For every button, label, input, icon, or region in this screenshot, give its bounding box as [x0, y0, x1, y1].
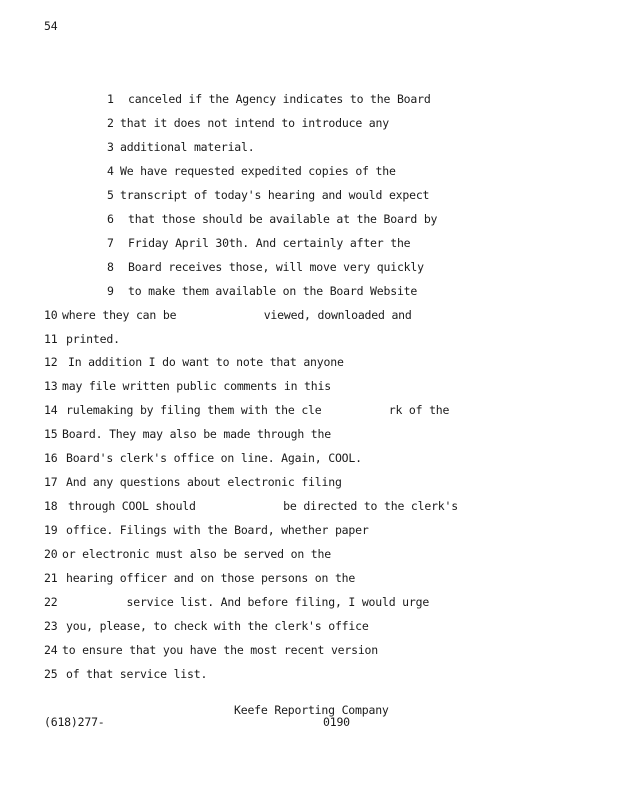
- line-text: to make them available on the Board Website: [128, 283, 418, 298]
- line-number: 10: [44, 307, 58, 322]
- line-number: 17: [44, 475, 58, 490]
- line-text: hearing officer and on those persons on the: [66, 571, 356, 585]
- line-text: you, please, to check with the clerk's office: [66, 618, 369, 633]
- line-number: 23: [44, 618, 58, 633]
- line-number: 8: [107, 259, 114, 274]
- line-number: 2: [107, 115, 114, 130]
- line-text: or electronic must also be served on the: [62, 547, 331, 562]
- line-number: 1: [107, 92, 114, 106]
- line-text: Board's clerk's office on line. Again, COOL.: [66, 451, 362, 466]
- line-text: rulemaking by filing them with the cle rk of the: [66, 403, 450, 418]
- line-number: 25: [44, 666, 58, 681]
- line-text: We have requested expedited copies of the: [120, 163, 396, 178]
- line-text: to ensure that you have the most recent version: [62, 642, 379, 657]
- line-number: 5: [107, 187, 114, 202]
- line-number: 3: [107, 139, 114, 154]
- line-number: 13: [44, 379, 58, 394]
- line-text: that those should be available at the Board by: [128, 211, 438, 226]
- line-text: transcript of today's hearing and would expect: [120, 187, 430, 202]
- line-text: may file written public comments in this: [62, 379, 331, 394]
- line-number: 16: [44, 451, 58, 466]
- line-number: 12: [44, 355, 58, 370]
- line-text: In addition I do want to note that anyone: [68, 355, 344, 370]
- line-text: printed.: [66, 331, 120, 346]
- line-number: 24: [44, 642, 58, 657]
- line-text: of that service list.: [66, 666, 208, 681]
- line-number: 19: [44, 523, 58, 538]
- line-text: office. Filings with the Board, whether paper: [66, 523, 369, 538]
- line-number: 22: [44, 594, 58, 609]
- line-text: And any questions about electronic filing: [66, 475, 342, 490]
- page-number: 54: [44, 19, 58, 33]
- footer-company: Keefe Reporting Company: [234, 703, 389, 717]
- line-number: 9: [107, 283, 114, 298]
- line-text: that it does not intend to introduce any: [120, 115, 389, 130]
- line-number: 20: [44, 547, 58, 562]
- line-number: 21: [44, 571, 58, 585]
- line-number: 4: [107, 163, 114, 178]
- line-text: additional material.: [120, 139, 255, 154]
- line-number: 11: [44, 331, 58, 346]
- line-number: 15: [44, 427, 58, 442]
- line-number: 14: [44, 403, 58, 418]
- line-text: Board receives those, will move very quickly: [128, 259, 424, 274]
- line-text: Friday April 30th. And certainly after the: [128, 235, 411, 250]
- line-text: canceled if the Agency indicates to the Board: [128, 92, 431, 106]
- footer-phone-ext: 0190: [323, 715, 350, 729]
- line-text: service list. And before filing, I would urge: [66, 594, 430, 609]
- line-text: where they can be viewed, downloaded and: [62, 307, 412, 322]
- line-text: Board. They may also be made through the: [62, 427, 331, 442]
- line-number: 18: [44, 499, 58, 514]
- line-number: 7: [107, 235, 114, 250]
- footer-phone: (618)277-: [44, 715, 105, 729]
- line-text: through COOL should be directed to the clerk's: [68, 499, 458, 514]
- line-number: 6: [107, 211, 114, 226]
